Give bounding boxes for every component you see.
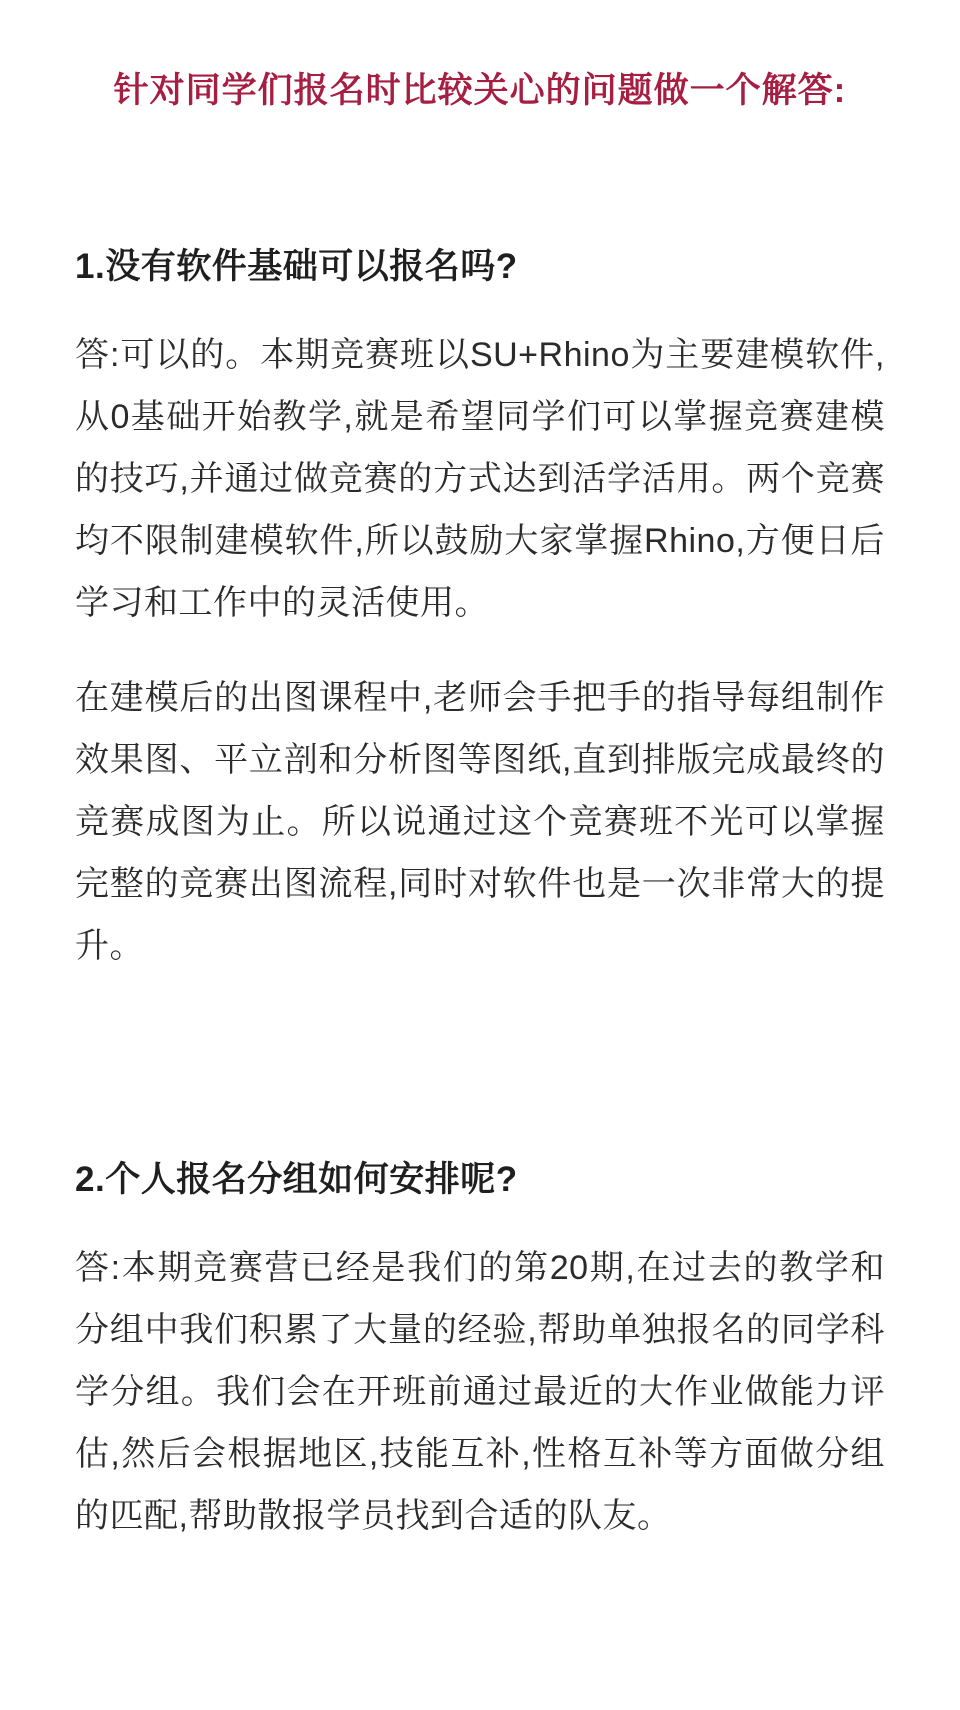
- faq-item-1: [75, 246, 885, 977]
- faq-question-2: 2.个人报名分组如何安排呢?: [75, 1160, 518, 1199]
- faq-question-1: 1.没有软件基础可以报名吗?: [75, 247, 518, 286]
- faq-answer-2-paragraph-1: 答:本期竞赛营已经是我们的第20期,在过去的教学和分组中我们积累了大量的经验,帮助单独报名的同学科学分组。我们会在开班前通过最近的大作业做能力评估,然后会根据地区,技能互补,性格互补等方面做分组的匹配,帮助散报学员找到合适的队友。: [75, 1249, 885, 1535]
- faq-answer-1-paragraph-1: 答:可以的。本期竞赛班以SU+Rhino为主要建模软件,从0基础开始教学,就是希望同学们可以掌握竞赛建模的技巧,并通过做竞赛的方式达到活学活用。两个竞赛均不限制建模软件,所以鼓励大家掌握Rhino,方便日后学习和工作中的灵活使用。: [75, 336, 885, 622]
- faq-item-2: [75, 1159, 885, 1547]
- faq-answer-1-paragraph-2: 在建模后的出图课程中,老师会手把手的指导每组制作效果图、平立剖和分析图等图纸,直到排版完成最终的竞赛成图为止。所以说通过这个竞赛班不光可以掌握完整的竞赛出图流程,同时对软件也是一次非常大的提升。: [75, 679, 885, 965]
- article-header: 针对同学们报名时比较关心的问题做一个解答:: [113, 71, 847, 110]
